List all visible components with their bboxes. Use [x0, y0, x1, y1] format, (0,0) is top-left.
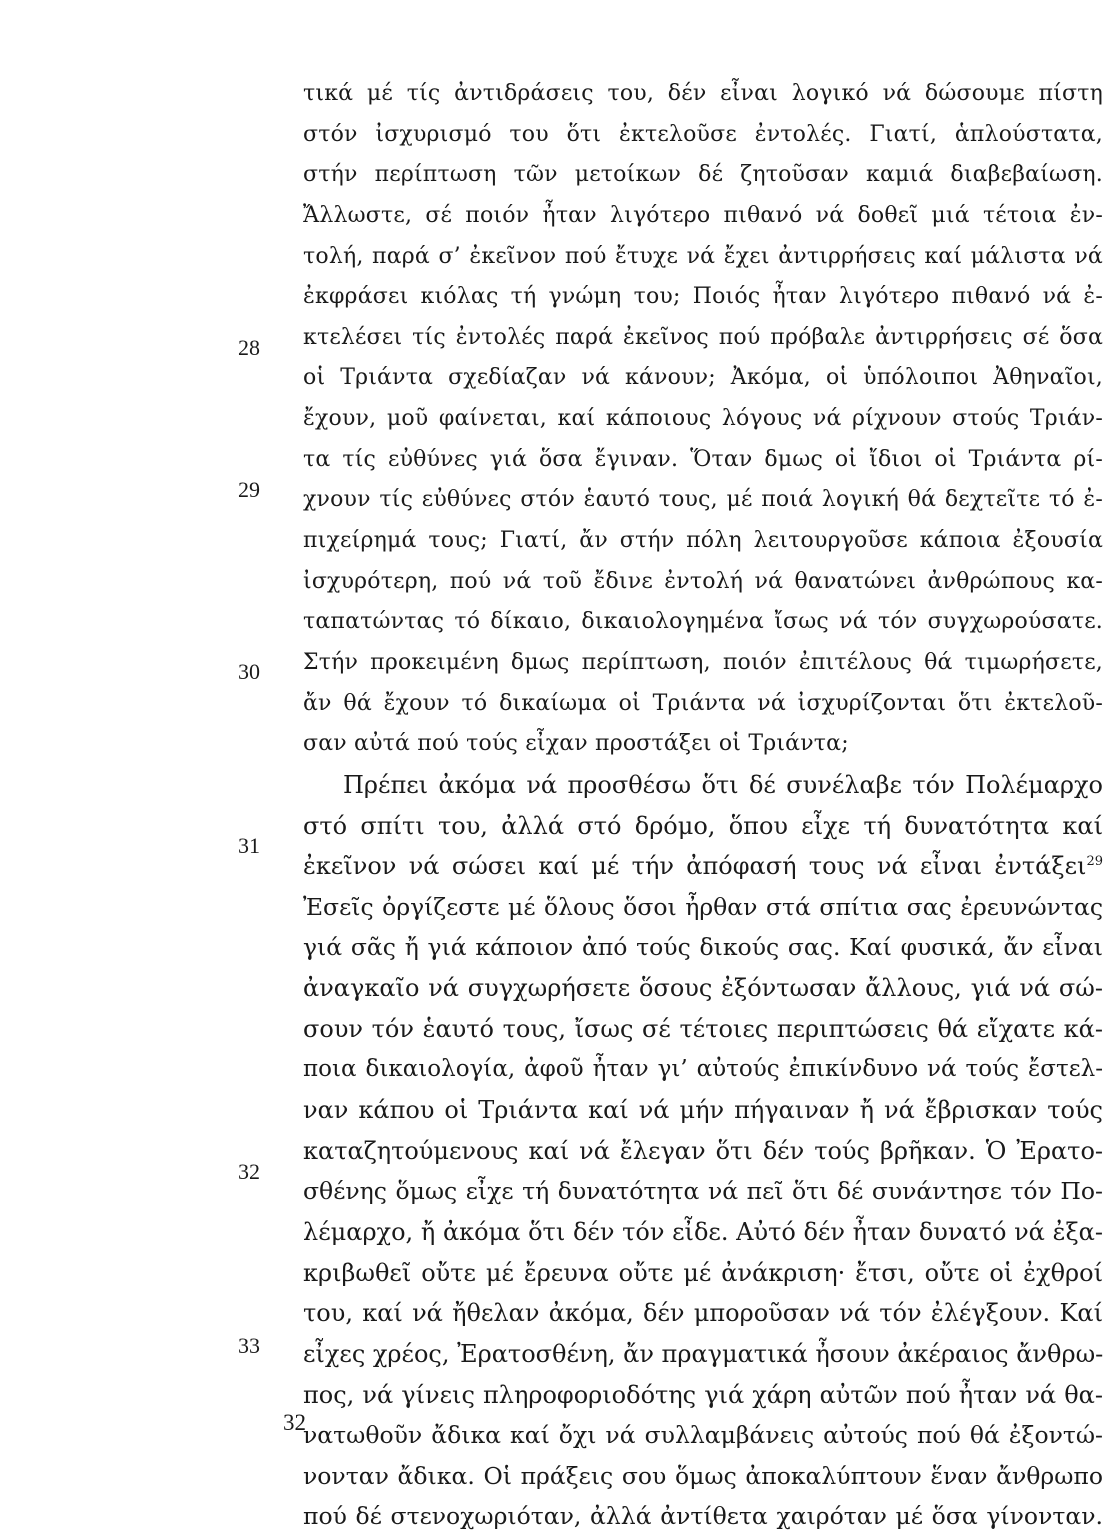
text-line: ποια δικαιολογία, ἀφοῦ ἦταν γι’ αὐτούς ἐπικίνδυνο νά τούς ἔστελ-	[303, 1056, 1103, 1083]
text-line: στό σπίτι του, ἀλλά στό δρόμο, ὅπου εἶχε τή δυνατότητα καί	[303, 811, 1103, 840]
text-line: ἔχουν, μοῦ φαίνεται, καί κάποιους λόγους νά ρίχνουν στούς Τριάν-	[303, 406, 1103, 432]
text-line: τολή, παρά σ’ ἐκεῖνον πού ἔτυχε νά ἔχει ἀντιρρήσεις καί μάλιστα νά	[303, 243, 1103, 269]
text-line: τα τίς εὐθύνες γιά ὅσα ἔγιναν. Ὅταν δμως οἱ ἴδιοι οἱ Τριάντα ρί-	[303, 446, 1103, 472]
section-number-29: 29	[238, 477, 260, 502]
text-line: ἄν θά ἔχουν τό δικαίωμα οἱ Τριάντα νά ἰσχυρίζονται ὅτι ἐκτελοῦ-	[303, 690, 1103, 716]
text-line: Ἄλλωστε, σέ ποιόν ἦταν λιγότερο πιθανό νά δοθεῖ μιά τέτοια ἐν-	[303, 202, 1103, 228]
text-line: εἶχες χρέος, Ἐρατοσθένη, ἄν πραγματικά ἦσουν ἀκέραιος ἄνθρω-	[303, 1339, 1104, 1368]
text-line: καταζητούμενους καί νά ἔλεγαν ὅτι δέν τούς βρῆκαν. Ὁ Ἐρατο-	[303, 1136, 1103, 1165]
section-number-32: 32	[238, 1159, 260, 1184]
text-line: ναν κάπου οἱ Τριάντα καί νά μήν πήγαιναν ἤ νά ἔβρισκαν τούς	[303, 1096, 1103, 1125]
text-line: οἱ Τριάντα σχεδίαζαν νά κάνουν; Ἀκόμα, οἱ ὑπόλοιποι Ἀθηναῖοι,	[303, 365, 1103, 391]
text-line: νατωθοῦν ἄδικα καί ὄχι νά συλλαμβάνεις αὐτούς πού θά ἐξοντώ-	[303, 1421, 1103, 1450]
text-line: Στήν προκειμένη δμως περίπτωση, ποιόν ἐπιτέλους θά τιμωρήσετε,	[303, 649, 1103, 675]
section-number-33: 33	[238, 1333, 260, 1358]
text-line: πού δέ στενοχωριόταν, ἀλλά ἀντίθετα χαιρόταν μέ ὅσα γίνονταν.	[303, 1502, 1103, 1531]
text-line: ἐκφράσει κιόλας τή γνώμη του; Ποιός ἦταν λιγότερο πιθανό νά ἐ-	[303, 284, 1103, 310]
text-line: στήν περίπτωση τῶν μετοίκων δέ ζητοῦσαν καμιά διαβεβαίωση.	[303, 162, 1103, 188]
section-number-30: 30	[238, 659, 260, 684]
text-line: πιχείρημά τους; Γιατί, ἄν στήν πόλη λειτουργοῦσε κάποια ἐξουσία	[303, 528, 1103, 554]
text-line: πος, νά γίνεις πληροφοριοδότης γιά χάρη αὐτῶν πού ἦταν νά θα-	[303, 1380, 1103, 1409]
footnote-marker: 29	[1086, 854, 1103, 870]
section-number-31: 31	[238, 833, 260, 858]
text-line-content: ἐκεῖνον νά σώσει καί μέ τήν ἀπόφασή τους νά εἶναι ἐντάξει	[303, 852, 1087, 881]
text-line: τικά μέ τίς ἀντιδράσεις του, δέν εἶναι λογικό νά δώσουμε πίστη	[303, 81, 1103, 106]
text-line: νονταν ἄδικα. Οἱ πράξεις σου ὅμως ἀποκαλύπτουν ἕναν ἄνθρωπο	[303, 1461, 1103, 1490]
text-line: γιά σᾶς ἤ γιά κάποιον ἀπό τούς δικούς σας. Καί φυσικά, ἄν εἶναι	[303, 933, 1103, 962]
text-line: ταπατώντας τό δίκαιο, δικαιολογημένα ἴσως νά τόν συγχωρούσατε.	[303, 609, 1103, 635]
text-line: κτελέσει τίς ἐντολές παρά ἐκεῖνος πού πρόβαλε ἀντιρρήσεις σέ ὅσα	[303, 324, 1103, 350]
text-line: ἀναγκαῖο νά συγχωρήσετε ὅσους ἐξόντωσαν ἄλλους, γιά νά σώ-	[303, 974, 1103, 1003]
page-number: 32	[283, 1410, 306, 1435]
body-text	[303, 74, 1103, 1537]
text-line: σθένης ὅμως εἶχε τή δυνατότητα νά πεῖ ὅτι δέ συνάντησε τόν Πο-	[303, 1177, 1103, 1206]
text-line: χνουν τίς εὐθύνες στόν ἑαυτό τους, μέ ποιά λογική θά δεχτεῖτε τό ἐ-	[303, 487, 1103, 513]
text-line: Πρέπει ἀκόμα νά προσθέσω ὅτι δέ συνέλαβε τόν Πολέμαρχο	[343, 770, 1103, 799]
text-line: σουν τόν ἑαυτό τους, ἴσως σέ τέτοιες περιπτώσεις θά εἴχατε κά-	[303, 1014, 1103, 1043]
text-line: του, καί νά ἤθελαν ἀκόμα, δέν μποροῦσαν νά τόν ἐλέγξουν. Καί	[303, 1299, 1103, 1328]
text-line: ἰσχυρότερη, πού νά τοῦ ἔδινε ἐντολή νά θανατώνει ἀνθρώπους κα-	[303, 568, 1103, 594]
text-line: σαν αὐτά πού τούς εἶχαν προστάξει οἱ Τριάντα;	[303, 731, 849, 757]
text-line: στόν ἰσχυρισμό του ὅτι ἐκτελοῦσε ἐντολές. Γιατί, ἁπλούστατα,	[303, 121, 1103, 147]
text-line	[303, 846, 1103, 887]
text-line: Ἐσεῖς ὀργίζεστε μέ ὅλους ὅσοι ἦρθαν στά σπίτια σας ἐρευνώντας	[303, 892, 1103, 921]
text-line: λέμαρχο, ἤ ἀκόμα ὅτι δέν τόν εἶδε. Αὐτό δέν ἦταν δυνατό νά ἐξα-	[303, 1217, 1103, 1246]
section-number-28: 28	[238, 335, 260, 360]
text-line: κριβωθεῖ οὔτε μέ ἔρευνα οὔτε μέ ἀνάκριση· ἔτσι, οὔτε οἱ ἐχθροί	[303, 1258, 1103, 1287]
